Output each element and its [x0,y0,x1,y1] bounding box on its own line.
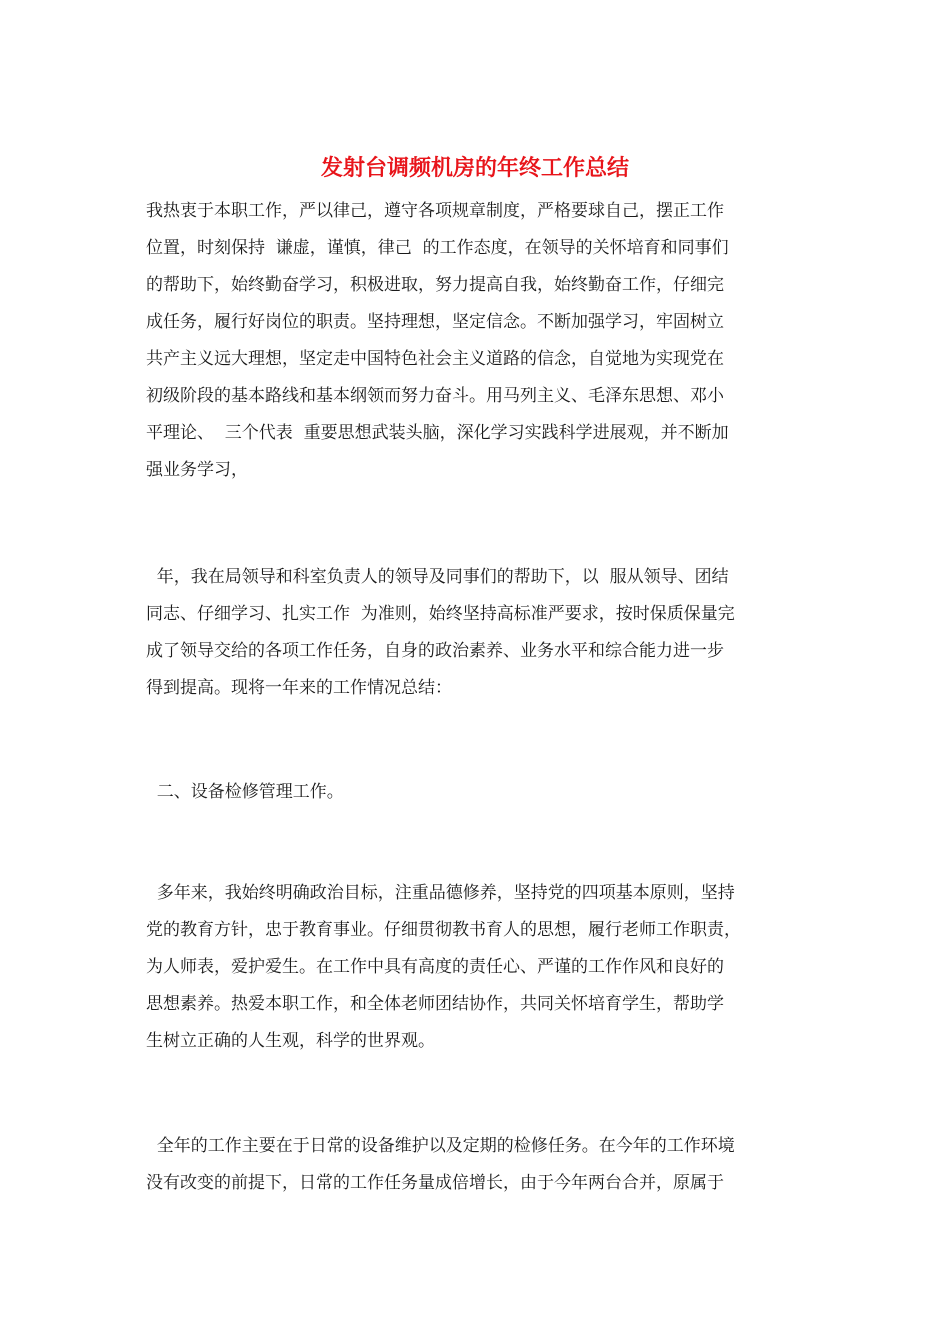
paragraph-line: 的帮助下，始终勤奋学习，积极进取，努力提高自我，始终勤奋工作，仔细完 [146,275,724,295]
paragraph-4 [146,875,806,1060]
section-heading: 二、设备检修管理工作。 [146,782,344,802]
paragraph-line: 没有改变的前提下，日常的工作任务量成倍增长，由于今年两台合并，原属于 [146,1173,724,1193]
paragraph-line: 党的教育方针，忠于教育事业。仔细贯彻教书育人的思想，履行老师工作职责， [146,920,741,940]
paragraph-5 [146,1128,806,1202]
paragraph-2 [146,559,806,707]
paragraph-line: 得到提高。现将一年来的工作情况总结： [146,678,452,698]
paragraph-line: 强业务学习， [146,460,248,480]
paragraph-line: 位置，时刻保持 谦虚，谨慎，律己 的工作态度，在领导的关怀培育和同事们 [146,238,729,258]
document-title: 发射台调频机房的年终工作总结 [320,155,629,181]
paragraph-line: 生树立正确的人生观，科学的世界观。 [146,1031,435,1051]
paragraph-line: 初级阶段的基本路线和基本纲领而努力奋斗。用马列主义、毛泽东思想、邓小 [146,386,724,406]
paragraph-line: 成了领导交给的各项工作任务，自身的政治素养、业务水平和综合能力进一步 [146,641,724,661]
paragraph-line: 我热衷于本职工作，严以律己，遵守各项规章制度，严格要球自己，摆正工作 [146,201,724,221]
paragraph-line: 年，我在局领导和科室负责人的领导及同事们的帮助下，以 服从领导、团结 [146,567,729,587]
paragraph-line: 成任务，履行好岗位的职责。坚持理想，坚定信念。不断加强学习，牢固树立 [146,312,724,332]
paragraph-line: 多年来，我始终明确政治目标，注重品德修养，坚持党的四项基本原则，坚持 [146,883,735,903]
paragraph-1 [146,193,806,489]
section-heading-paragraph [146,774,806,811]
paragraph-line: 同志、仔细学习、扎实工作 为准则，始终坚持高标准严要求，按时保质保量完 [146,604,735,624]
paragraph-line: 平理论、 三个代表 重要思想武装头脑，深化学习实践科学进展观，并不断加 [146,423,729,443]
paragraph-line: 全年的工作主要在于日常的设备维护以及定期的检修任务。在今年的工作环境 [146,1136,735,1156]
paragraph-line: 为人师表，爱护爱生。在工作中具有高度的责任心、严谨的工作作风和良好的 [146,957,724,977]
paragraph-line: 共产主义远大理想，坚定走中国特色社会主义道路的信念，自觉地为实现党在 [146,349,724,369]
paragraph-line: 思想素养。热爱本职工作，和全体老师团结协作，共同关怀培育学生，帮助学 [146,994,724,1014]
